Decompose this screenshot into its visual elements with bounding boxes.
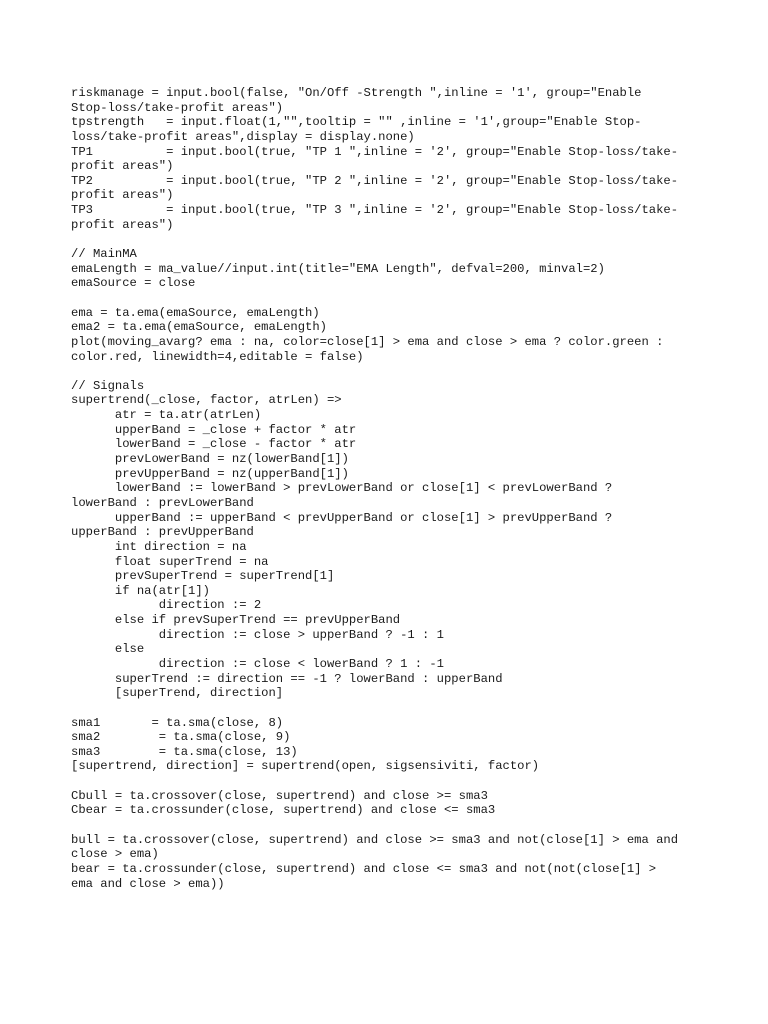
code-line: lowerBand : prevLowerBand bbox=[71, 495, 254, 510]
blank-line bbox=[71, 291, 711, 306]
code-line: color.red, linewidth=4,editable = false) bbox=[71, 349, 364, 364]
code-line: atr = ta.atr(atrLen) bbox=[71, 408, 262, 423]
code-line: // MainMA bbox=[71, 247, 137, 262]
code-line: prevLowerBand = nz(lowerBand[1]) bbox=[71, 452, 349, 467]
code-line: plot(moving_avarg? ema : na, color=close[1] > ema and close > ema ? color.green : bbox=[71, 334, 664, 349]
code-line: upperBand = _close + factor * atr bbox=[71, 422, 357, 437]
code-line: // Signals bbox=[71, 378, 145, 393]
code-line: [superTrend, direction] bbox=[71, 686, 284, 701]
code-line: emaLength = ma_value//input.int(title="EMA Length", defval=200, minval=2) bbox=[71, 261, 605, 276]
blank-line bbox=[71, 364, 711, 379]
code-line: ema = ta.ema(emaSource, emaLength) bbox=[71, 305, 320, 320]
code-line: else if prevSuperTrend == prevUpperBand bbox=[71, 613, 401, 628]
code-line: direction := close < lowerBand ? 1 : -1 bbox=[71, 656, 444, 671]
code-line: int direction = na bbox=[71, 539, 247, 554]
code-line: sma3 = ta.sma(close, 13) bbox=[71, 744, 298, 759]
code-line: sma1 = ta.sma(close, 8) bbox=[71, 715, 284, 730]
code-line: direction := close > upperBand ? -1 : 1 bbox=[71, 627, 444, 642]
code-line: if na(atr[1]) bbox=[71, 583, 210, 598]
code-line: TP2 = input.bool(true, "TP 2 ",inline = '2', group="Enable Stop-loss/take- bbox=[71, 173, 679, 188]
blank-line bbox=[71, 701, 711, 716]
code-block bbox=[71, 86, 711, 891]
code-line: tpstrength = input.float(1,"",tooltip = "" ,inline = '1',group="Enable Stop- bbox=[71, 115, 642, 130]
code-line: bear = ta.crossunder(close, supertrend) and close <= sma3 and not(not(close[1] > bbox=[71, 861, 657, 876]
blank-line bbox=[71, 818, 711, 833]
code-line: riskmanage = input.bool(false, "On/Off -Strength ",inline = '1', group="Enable bbox=[71, 86, 642, 100]
code-line: profit areas") bbox=[71, 188, 174, 203]
code-line: bull = ta.crossover(close, supertrend) and close >= sma3 and not(close[1] > ema and bbox=[71, 832, 679, 847]
code-line: upperBand := upperBand < prevUpperBand or close[1] > prevUpperBand ? bbox=[71, 510, 613, 525]
code-line: TP1 = input.bool(true, "TP 1 ",inline = '2', group="Enable Stop-loss/take- bbox=[71, 144, 679, 159]
code-line: float superTrend = na bbox=[71, 554, 269, 569]
code-line: close > ema) bbox=[71, 847, 159, 862]
code-line: lowerBand = _close - factor * atr bbox=[71, 437, 357, 452]
code-line: upperBand : prevUpperBand bbox=[71, 525, 254, 540]
code-line: direction := 2 bbox=[71, 598, 262, 613]
code-line: sma2 = ta.sma(close, 9) bbox=[71, 730, 291, 745]
code-line: ema and close > ema)) bbox=[71, 876, 225, 891]
code-line: supertrend(_close, factor, atrLen) => bbox=[71, 393, 342, 408]
blank-line bbox=[71, 774, 711, 789]
code-line: loss/take-profit areas",display = display.none) bbox=[71, 129, 415, 144]
code-line: emaSource = close bbox=[71, 276, 196, 291]
code-line: [supertrend, direction] = supertrend(open, sigsensiviti, factor) bbox=[71, 759, 540, 774]
code-line: Cbear = ta.crossunder(close, supertrend) and close <= sma3 bbox=[71, 803, 496, 818]
code-line: else bbox=[71, 642, 145, 657]
code-line: Cbull = ta.crossover(close, supertrend) and close >= sma3 bbox=[71, 788, 488, 803]
code-line: prevUpperBand = nz(upperBand[1]) bbox=[71, 466, 349, 481]
code-line: profit areas") bbox=[71, 159, 174, 174]
code-line: ema2 = ta.ema(emaSource, emaLength) bbox=[71, 320, 327, 335]
code-line: prevSuperTrend = superTrend[1] bbox=[71, 569, 335, 584]
blank-line bbox=[71, 232, 711, 247]
code-line: Stop-loss/take-profit areas") bbox=[71, 100, 284, 115]
code-line: superTrend := direction == -1 ? lowerBand : upperBand bbox=[71, 671, 503, 686]
code-line: profit areas") bbox=[71, 217, 174, 232]
code-line: TP3 = input.bool(true, "TP 3 ",inline = '2', group="Enable Stop-loss/take- bbox=[71, 203, 679, 218]
code-line: lowerBand := lowerBand > prevLowerBand or close[1] < prevLowerBand ? bbox=[71, 481, 613, 496]
